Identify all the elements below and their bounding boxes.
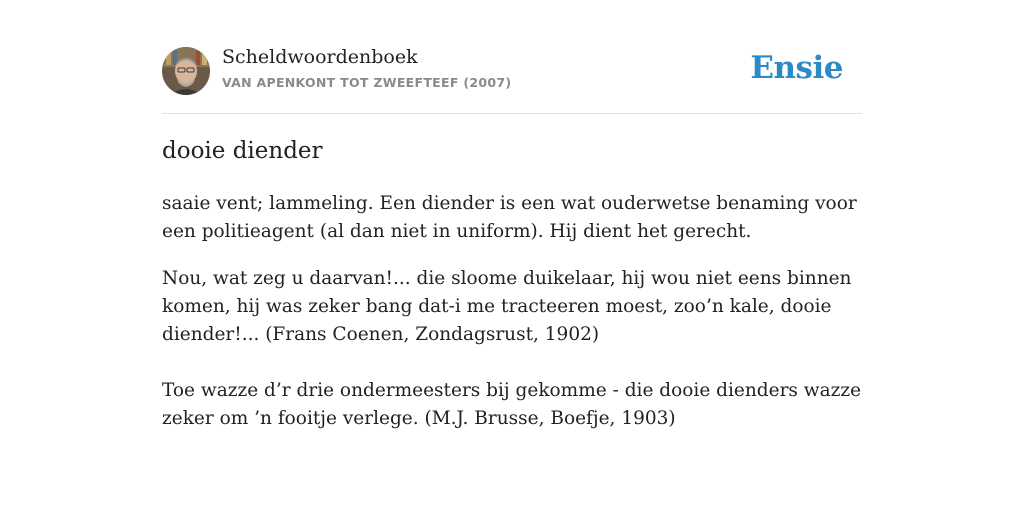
entry-definition: saaie vent; lammeling. Een diender is een wat ouderwetse benaming voor een politieagent (al dan niet in uniform). Hij dient het gerecht.: [162, 193, 857, 242]
quotes: [162, 265, 862, 461]
entry-term: dooie diender: [162, 138, 323, 164]
author-photo-icon: [162, 47, 210, 95]
brand-logo[interactable]: Ensie: [750, 50, 843, 86]
quote-item: Nou, wat zeg u daarvan!... die sloome duikelaar, hij wou niet eens binnen komen, hij was zeker bang dat-i me tracteeren moest, zoo’n kale, dooie diender!... (Frans Coenen, Zondagsrust, 1902): [162, 268, 852, 345]
source-title[interactable]: Scheldwoordenboek: [222, 46, 418, 68]
source-subtitle: VAN APENKONT TOT ZWEEFTEEF (2007): [222, 75, 512, 90]
entry-card: [162, 0, 862, 429]
avatar[interactable]: [162, 47, 210, 95]
quote-item: Toe wazze d’r drie ondermeesters bij gekomme - die dooie dienders wazze zeker om ’n fooitje verlege. (M.J. Brusse, Boefje, 1903): [162, 380, 862, 429]
source-header: [162, 0, 862, 114]
